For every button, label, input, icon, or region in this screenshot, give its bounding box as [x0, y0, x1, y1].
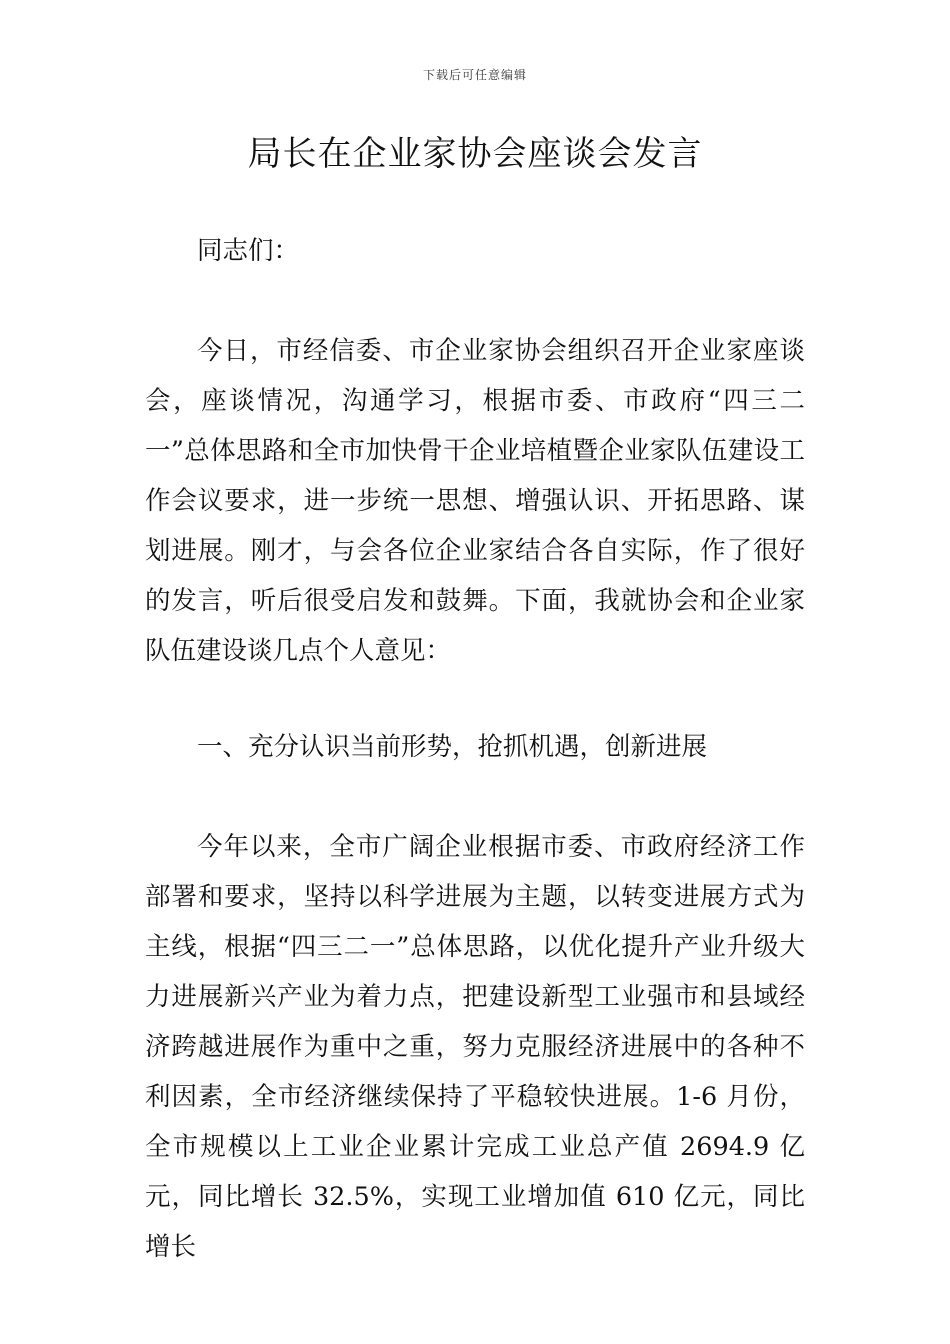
section-heading-1: 一、充分认识当前形势，抢抓机遇，创新进展	[197, 732, 708, 762]
header-note: 下载后可任意编辑	[422, 68, 527, 82]
document-title: 局长在企业家协会座谈会发言	[247, 134, 703, 174]
paragraph-2: 今年以来，全市广阔企业根据市委、市政府经济工作部署和要求，坚持以科学进展为主题，以转变进展方式为主线，根据“四三二一”总体思路，以优化提升产业升级大力进展新兴产业为着力点，把建设新型工业强市和县域经济跨越进展作为重中之重，努力克服经济进展中的各种不利因素，全市经济继续保持了平稳较快进展。1-6 月份，全市规模以上工业企业累计完成工业总产值 2694.9 亿元，同比增长 32.5%，实现工业增加值 610 亿元，同比增长	[145, 832, 805, 1262]
paragraph-1: 今日，市经信委、市企业家协会组织召开企业家座谈会，座谈情况，沟通学习，根据市委、市政府“四三二一”总体思路和全市加快骨干企业培植暨企业家队伍建设工作会议要求，进一步统一思想、增强认识、开拓思路、谋划进展。刚才，与会各位企业家结合各自实际，作了很好的发言，听后很受启发和鼓舞。下面，我就协会和企业家队伍建设谈几点个人意见：	[145, 336, 805, 666]
salutation: 同志们：	[197, 236, 300, 266]
